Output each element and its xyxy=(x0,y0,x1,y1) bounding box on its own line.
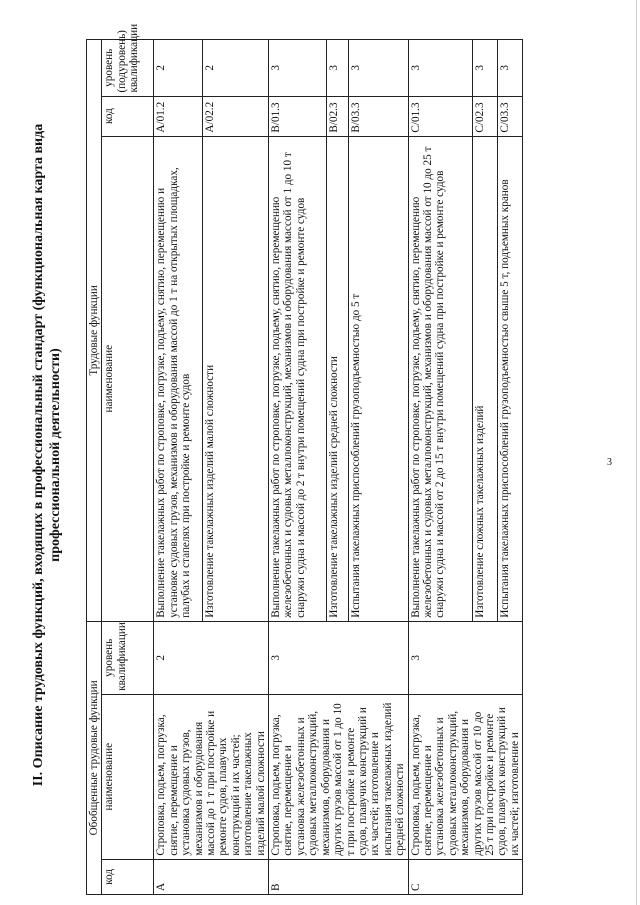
function-level: 3 xyxy=(498,40,523,97)
function-code: B/03.3 xyxy=(348,96,408,136)
function-name: Изготовление сложных такелажных изделий xyxy=(473,136,498,621)
labor-functions-header: Трудовые функции xyxy=(87,40,102,622)
function-code: C/02.3 xyxy=(473,96,498,136)
generalized-functions-header: Обобщенные трудовые функции xyxy=(87,621,102,894)
function-level: 3 xyxy=(408,40,473,97)
title-line-2: профессиональной деятельности) xyxy=(48,348,63,562)
function-level: 3 xyxy=(326,40,348,97)
group-name: Строповка, подъем, погрузка, снятие, перемещение и установка судовых грузов, механизмов и оборудования массой до 1 т при постройке и ремонте судов, плавучих конструкций и их частей; изготовление такелажных изделий малой сложности xyxy=(154,694,269,859)
table-row xyxy=(154,40,203,895)
group-level: 3 xyxy=(408,621,523,694)
title-line-1: II. Описание трудовых функций, входящих в профессиональный стандарт (функциональная карта вида xyxy=(31,123,46,787)
function-name: Испытания такелажных приспособлений грузоподъемностью до 5 т xyxy=(348,136,408,621)
function-code: C/03.3 xyxy=(498,96,523,136)
function-code: B/01.3 xyxy=(269,96,326,136)
function-name: Изготовление такелажных изделий средней сложности xyxy=(326,136,348,621)
page-number: 3 xyxy=(607,457,612,468)
level-header: уровень квалификации xyxy=(102,621,154,694)
function-name: Выполнение такелажных работ по строповке, погрузке, подъему, снятию, перемещению железобетонных и судовых металлоконструкций, механизмов и оборудования массой от 1 до 10 т снаружи судна и массой до 2 т внутри помещений судна при постройке и ремонте судов xyxy=(269,136,326,621)
function-level: 2 xyxy=(203,40,269,97)
function-name: Испытания такелажных приспособлений грузоподъемностью свыше 5 т, подъемных кранов xyxy=(498,136,523,621)
function-code: A/02.2 xyxy=(203,96,269,136)
group-name: Строповка, подъем, погрузка, снятие, перемещение и установка железобетонных и судовых металлоконструкций, механизмов, оборудования и других грузов массой от 1 до 10 т при постройке и ремонте судов, плавучих конструкций и их частей; изготовление и испытания такелажных изделий средней сложности xyxy=(269,694,408,859)
function-code: A/01.2 xyxy=(154,96,203,136)
section-title xyxy=(30,55,64,855)
group-level: 3 xyxy=(269,621,408,694)
table-row xyxy=(269,40,326,895)
group-code: A xyxy=(154,859,269,894)
function-level: 3 xyxy=(348,40,408,97)
function-name: Выполнение такелажных работ по строповке, погрузке, подъему, снятию, перемещению и установке судовых грузов, механизмов и оборудования массой до 1 т на открытых площадках, палубах и стапелях при постройке и ремонте судов xyxy=(154,136,203,621)
code-header: код xyxy=(102,859,154,894)
function-code: C/01.3 xyxy=(408,96,473,136)
function-name-header: наименование xyxy=(102,136,154,621)
function-name: Изготовление такелажных изделий малой сложности xyxy=(203,136,269,621)
group-level: 2 xyxy=(154,621,269,694)
group-name: Строповка, подъем, погрузка, снятие, перемещение и установка железобетонных и судовых металлоконструкций, механизмов, оборудования и других грузов массой от 10 до 25 т при постройке и ремонте судов, плавучих конструкций и их частей; изготовление и xyxy=(408,694,523,859)
function-name: Выполнение такелажных работ по строповке, погрузке, подъему, снятию, перемещению железобетонных и судовых металлоконструкций, механизмов и оборудования массой от 10 до 25 т снаружи судна и массой от 2 до 15 т внутри помещений судна при постройке и ремонте судов xyxy=(408,136,473,621)
function-level: 3 xyxy=(473,40,498,97)
table-row xyxy=(408,40,473,895)
function-code: B/02.3 xyxy=(326,96,348,136)
group-code: B xyxy=(269,859,408,894)
group-code: C xyxy=(408,859,523,894)
function-code-header: код xyxy=(102,96,154,136)
function-level: 2 xyxy=(154,40,203,97)
name-header: наименование xyxy=(102,694,154,859)
sublevel-header: уровень (подуровень) квалификации xyxy=(102,40,154,97)
functional-map-table xyxy=(86,23,523,895)
function-level: 3 xyxy=(269,40,326,97)
scan-edge-line xyxy=(636,0,637,905)
